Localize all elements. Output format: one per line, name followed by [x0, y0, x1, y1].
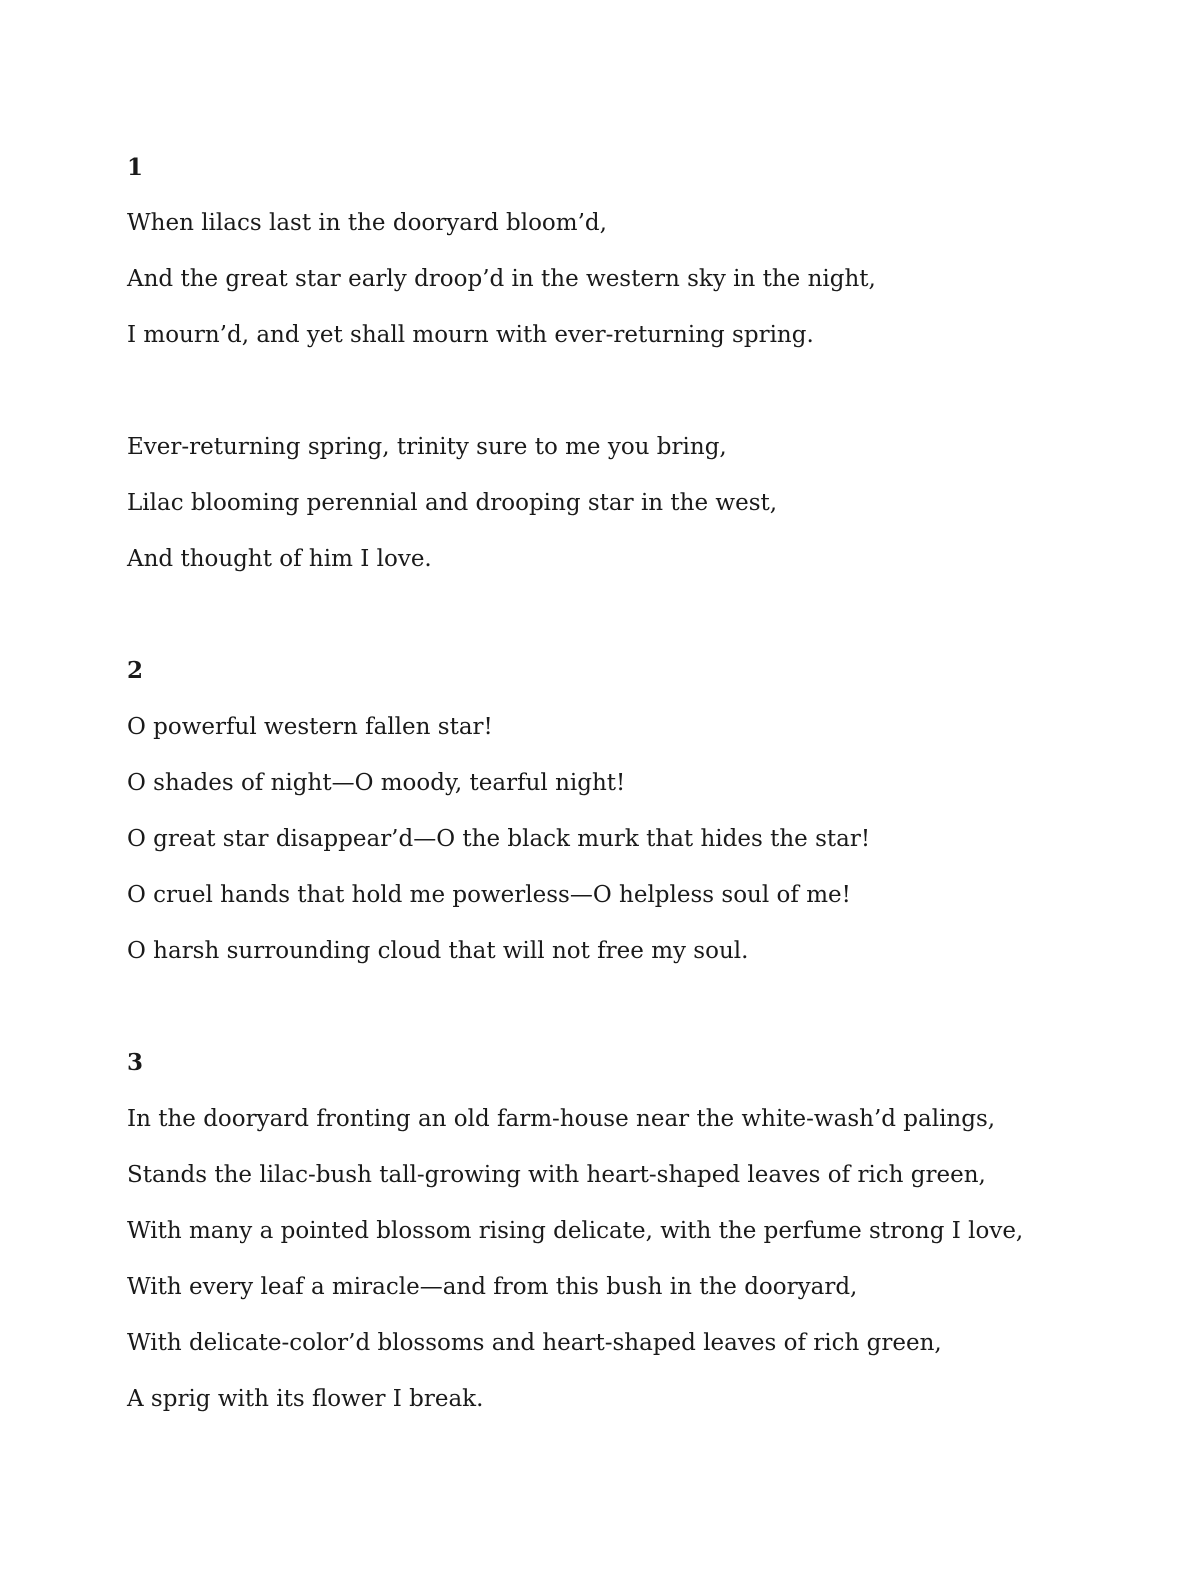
- poem-line: Lilac blooming perennial and drooping star in the west,: [127, 490, 778, 516]
- poem-line: Stands the lilac-bush tall-growing with heart-shaped leaves of rich green,: [127, 1162, 986, 1188]
- section-number: 3: [127, 1049, 144, 1076]
- poem-line: I mourn’d, and yet shall mourn with ever-returning spring.: [127, 322, 814, 348]
- poem-line: With delicate-color’d blossoms and heart-shaped leaves of rich green,: [127, 1330, 942, 1356]
- section-number: 2: [127, 657, 144, 684]
- poem-line: O powerful western fallen star!: [127, 714, 493, 740]
- poem-line: With many a pointed blossom rising delicate, with the perfume strong I love,: [127, 1218, 1024, 1244]
- poem-line: In the dooryard fronting an old farm-house near the white-wash’d palings,: [127, 1106, 996, 1132]
- poem-line: O cruel hands that hold me powerless—O helpless soul of me!: [127, 882, 851, 908]
- poem-line: A sprig with its flower I break.: [127, 1386, 484, 1412]
- poem-line: And the great star early droop’d in the western sky in the night,: [127, 266, 876, 292]
- poem-line: O great star disappear’d—O the black murk that hides the star!: [127, 826, 871, 852]
- poem-line: When lilacs last in the dooryard bloom’d,: [127, 210, 607, 236]
- poem-line: O harsh surrounding cloud that will not free my soul.: [127, 938, 749, 964]
- poem-line: And thought of him I love.: [127, 546, 432, 572]
- poem-line: Ever-returning spring, trinity sure to me you bring,: [127, 434, 727, 460]
- section-number: 1: [127, 154, 144, 181]
- poem-line: With every leaf a miracle—and from this bush in the dooryard,: [127, 1274, 858, 1300]
- poem-line: O shades of night—O moody, tearful night!: [127, 770, 626, 796]
